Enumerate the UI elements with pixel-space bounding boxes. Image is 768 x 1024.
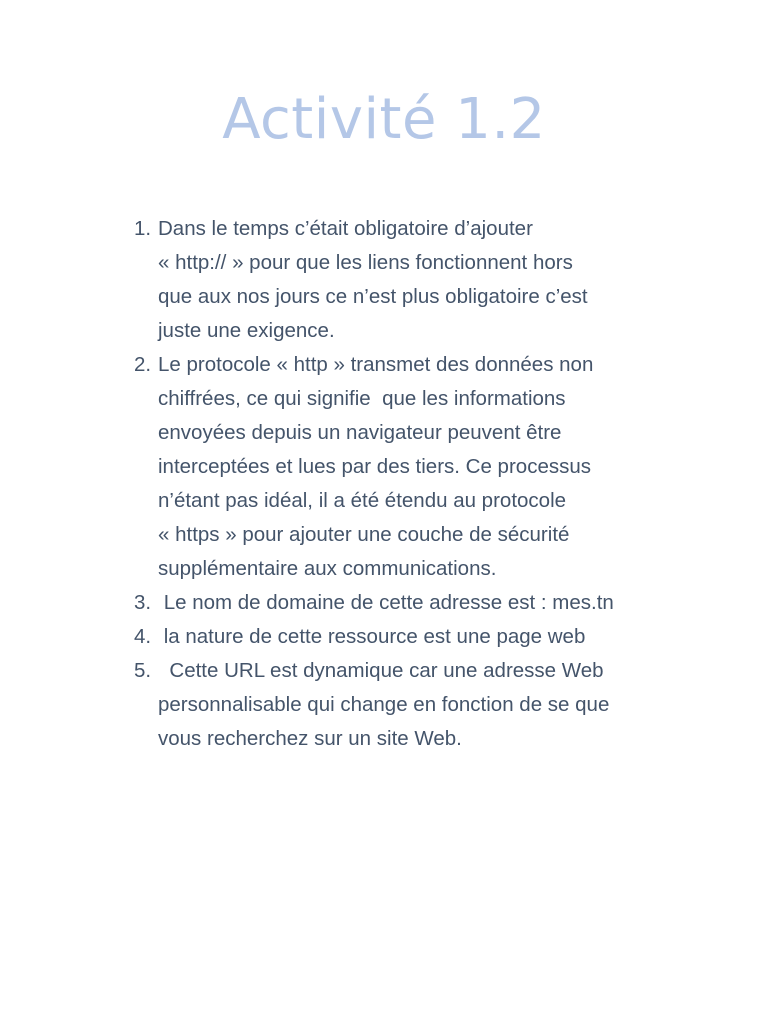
answer-list — [134, 212, 694, 756]
answer-line: n’étant pas idéal, il a été étendu au protocole — [158, 489, 567, 512]
answer-line: que aux nos jours ce n’est plus obligatoire c’est — [158, 285, 588, 308]
answer-number: 5. — [134, 659, 152, 682]
answer-line: Cette URL est dynamique car une adresse Web — [158, 659, 604, 682]
answer-line: vous recherchez sur un site Web. — [158, 727, 462, 750]
answer-number: 2. — [134, 353, 152, 376]
document-title: Activité 1.2 — [222, 87, 546, 152]
answer-line: « https » pour ajouter une couche de sécurité — [158, 523, 570, 546]
answer-line: personnalisable qui change en fonction de se que — [158, 693, 610, 716]
answer-line: envoyées depuis un navigateur peuvent être — [158, 421, 562, 444]
answer-item-3 — [134, 586, 694, 620]
answer-item-5 — [134, 654, 694, 756]
answer-line: supplémentaire aux communications. — [158, 557, 497, 580]
answer-item-1 — [134, 212, 694, 348]
answer-line: juste une exigence. — [158, 319, 335, 342]
answer-line: interceptées et lues par des tiers. Ce processus — [158, 455, 591, 478]
answer-line: « http:// » pour que les liens fonctionnent hors — [158, 251, 573, 274]
answer-line: Le protocole « http » transmet des données non — [158, 353, 594, 376]
answer-item-2 — [134, 348, 694, 586]
answer-item-4 — [134, 620, 694, 654]
answer-line: Le nom de domaine de cette adresse est : mes.tn — [158, 591, 614, 614]
answer-line: chiffrées, ce qui signifie que les informations — [158, 387, 566, 410]
answer-line: Dans le temps c’était obligatoire d’ajouter — [158, 217, 533, 240]
answer-line: la nature de cette ressource est une page web — [158, 625, 586, 648]
answer-number: 4. — [134, 625, 152, 648]
answer-number: 3. — [134, 591, 152, 614]
answer-number: 1. — [134, 217, 152, 240]
